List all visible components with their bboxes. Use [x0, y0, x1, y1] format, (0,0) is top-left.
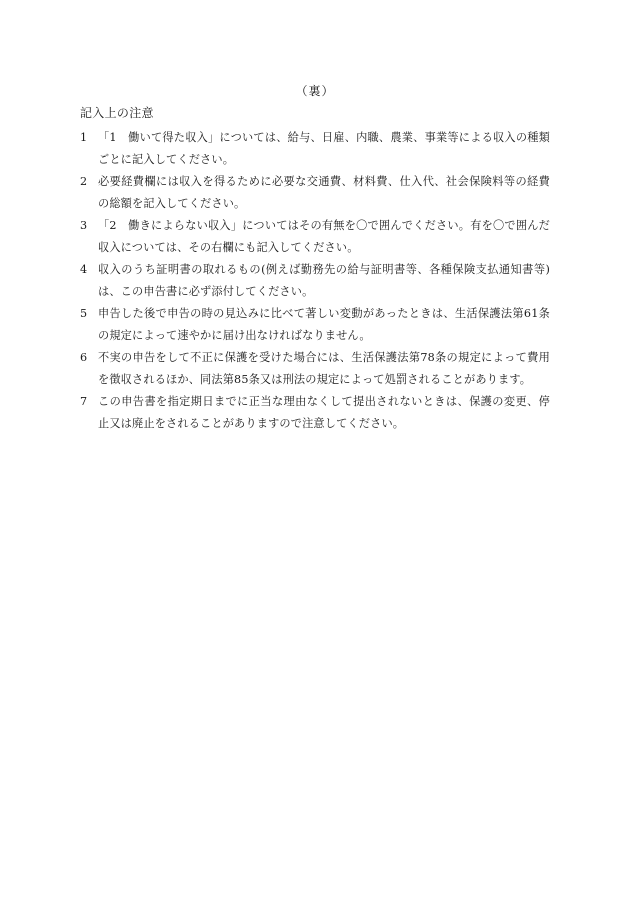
note-text: この申告書を指定期日までに正当な理由なくして提出されないときは、保護の変更、停止又は廃止をされることがありますので注意してください。 [98, 395, 550, 430]
note-item [80, 127, 550, 171]
note-item [80, 347, 550, 391]
note-text: 「2 働きによらない収入」についてはその有無を〇で囲んでください。有を〇で囲んだ収入については、その右欄にも記入してください。 [98, 219, 550, 254]
note-number: 3 [80, 219, 88, 232]
notes-list [80, 127, 550, 435]
back-side-label: （裏） [295, 84, 335, 98]
notes-heading: 記入上の注意 [80, 106, 154, 120]
note-number: 6 [80, 351, 88, 364]
note-item [80, 303, 550, 347]
note-text: 申告した後で申告の時の見込みに比べて著しい変動があったときは、生活保護法第61条の規定によって速やかに届け出なければなりません。 [98, 307, 550, 342]
note-text: 「1 働いて得た収入」については、給与、日雇、内職、農業、事業等による収入の種類ごとに記入してください。 [98, 131, 550, 166]
note-item [80, 259, 550, 303]
note-text: 必要経費欄には収入を得るために必要な交通費、材料費、仕入代、社会保険料等の経費の総額を記入してください。 [98, 175, 550, 210]
note-item [80, 215, 550, 259]
note-text: 不実の申告をして不正に保護を受けた場合には、生活保護法第78条の規定によって費用を徴収されるほか、同法第85条又は刑法の規定によって処罰されることがあります。 [98, 351, 550, 386]
note-item [80, 171, 550, 215]
note-item [80, 391, 550, 435]
note-number: 2 [80, 175, 88, 188]
note-number: 7 [80, 395, 88, 408]
note-number: 4 [80, 263, 88, 276]
note-number: 5 [80, 307, 88, 320]
note-text: 収入のうち証明書の取れるもの(例えば勤務先の給与証明書等、各種保険支払通知書等)は、この申告書に必ず添付してください。 [98, 263, 550, 298]
note-number: 1 [80, 131, 88, 144]
